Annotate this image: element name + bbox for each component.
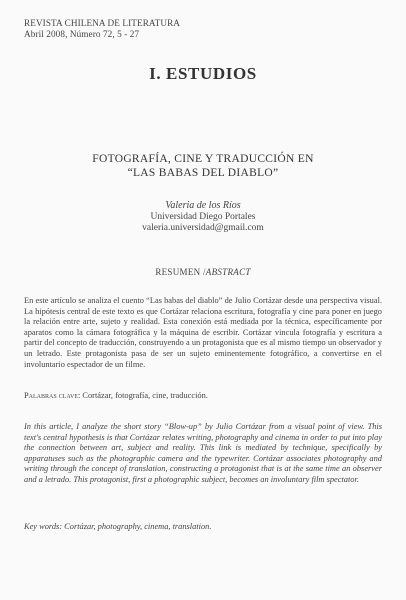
article-title-line2: “LAS BABAS DEL DIABLO”	[127, 167, 279, 179]
key-words-label: Key words:	[24, 522, 63, 531]
abstract-heading-en: ABSTRACT	[205, 267, 251, 277]
article-title	[0, 152, 406, 180]
palabras-clave	[24, 391, 382, 402]
palabras-clave-label: Palabras clave:	[24, 391, 81, 400]
journal-name: REVISTA CHILENA DE LITERATURA	[24, 18, 181, 28]
article-title-line1: FOTOGRAFÍA, CINE Y TRADUCCIÓN EN	[92, 153, 314, 165]
author-affiliation: Universidad Diego Portales	[150, 211, 256, 222]
author-name: Valeria de los Ríos	[165, 200, 241, 211]
abstract-heading	[0, 267, 406, 277]
running-header	[24, 18, 180, 40]
author-email: valeria.universidad@gmail.com	[142, 223, 264, 233]
abstract-paragraph: In this article, I analyze the short story “Blow-up” by Julio Cortázar from a visual point of view. This text's central hypothesis is that Cortázar relates writing, photography and cinema in order to put into play the connection between art, subject and reality. This link is mediated by technique, specifically by apparatuses such as the photographic camera and the typewriter. Cortázar associates photography and writing through the concept of translation, constructing a protagonist that is at the same time an observer and a letrado. This protagonist, first a photographic subject, becomes an involuntary film spectator.	[24, 422, 382, 484]
abstract-heading-es: RESUMEN /	[155, 267, 206, 277]
palabras-clave-value: Cortázar, fotografía, cine, traducción.	[82, 391, 208, 400]
section-title: I. ESTUDIOS	[149, 64, 257, 83]
issue-info: Abril 2008, Número 72, 5 - 27	[24, 29, 140, 39]
key-words	[24, 522, 382, 533]
key-words-value: Cortázar, photography, cinema, translation.	[64, 522, 212, 531]
author-block	[0, 200, 406, 235]
resumen-paragraph: En este artículo se analiza el cuento “Las babas del diablo” de Julio Cortázar desde una perspectiva visual. La hipótesis central de este texto es que Cortázar relaciona escritura, fotografía y cine para poner en juego la relación entre arte, sujeto y realidad. Esta conexión está mediada por la técnica, específicamente por aparatos como la cámara fotográfica y la máquina de escribir. Cortázar vincula fotografía y escritura a partir del concepto de traducción, construyendo a un protagonista que es al mismo tiempo un observador y un letrado. Este protagonista pasa de ser un sujeto eminentemente fotográfico, a convertirse en el involuntario espectador de un filme.	[24, 296, 382, 369]
